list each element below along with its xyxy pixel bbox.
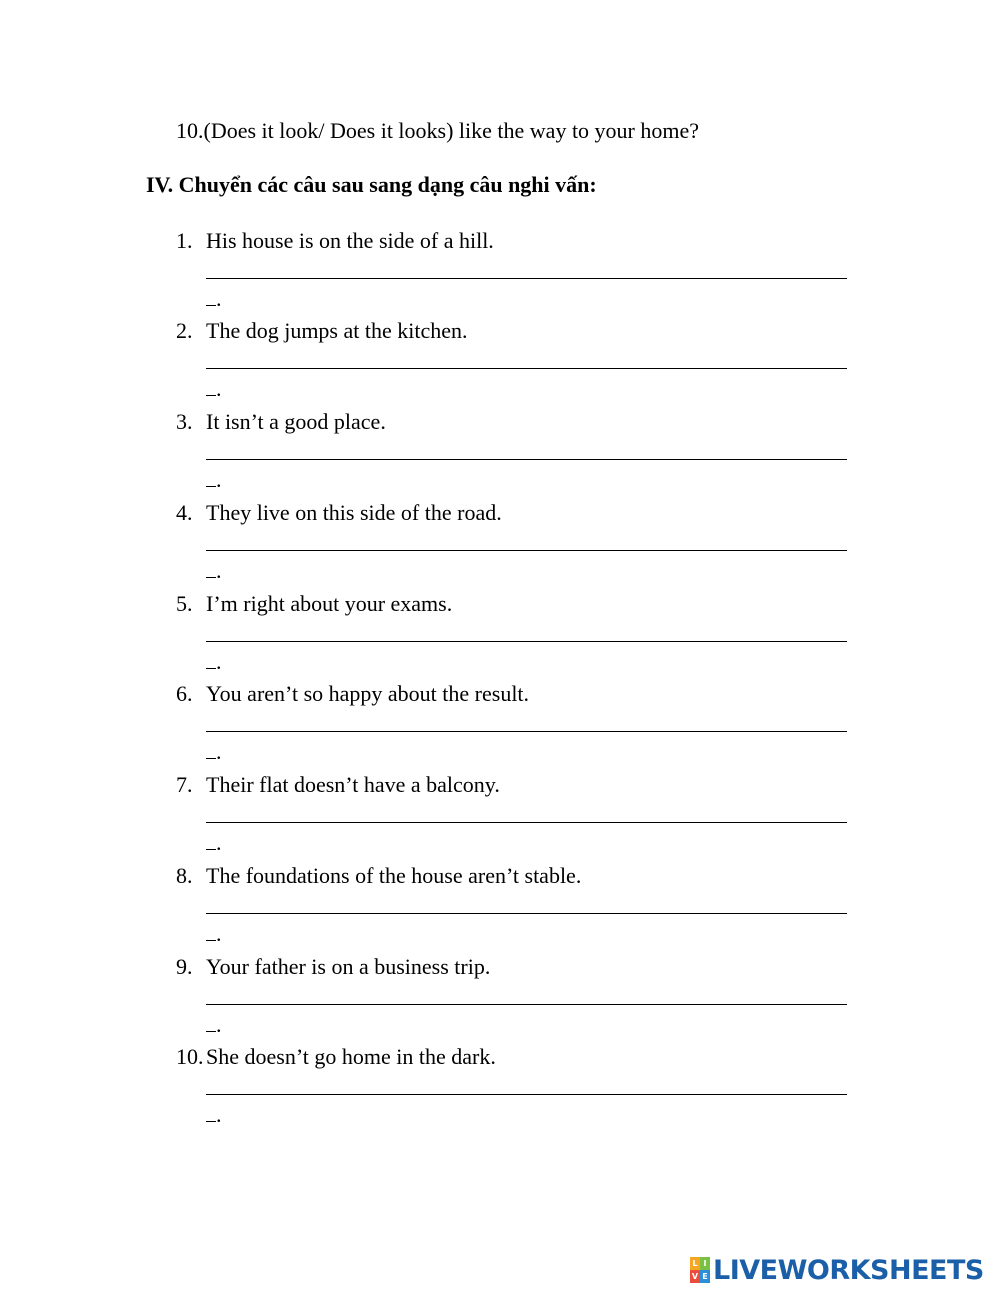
answer-line[interactable] — [206, 641, 847, 642]
answer-line[interactable] — [206, 1004, 847, 1005]
question-item — [0, 498, 1000, 589]
answer-line-end: . — [206, 919, 222, 949]
answer-line[interactable] — [206, 459, 847, 460]
previous-question-text: (Does it look/ Does it looks) like the way to your home? — [203, 118, 700, 143]
answer-line-end: . — [206, 284, 222, 314]
answer-line-end: . — [206, 828, 222, 858]
question-item — [0, 316, 1000, 407]
answer-line-end: . — [206, 556, 222, 586]
answer-line[interactable] — [206, 368, 847, 369]
question-item — [0, 589, 1000, 680]
answer-line-end: . — [206, 374, 222, 404]
question-item — [0, 1042, 1000, 1133]
question-number: 3. — [176, 409, 193, 434]
question-number: 1. — [176, 228, 193, 253]
question-text: His house is on the side of a hill. — [206, 228, 494, 253]
question-number: 10. — [176, 1044, 204, 1069]
question-text: She doesn’t go home in the dark. — [206, 1044, 496, 1069]
answer-line[interactable] — [206, 731, 847, 732]
answer-line[interactable] — [206, 550, 847, 551]
liveworksheets-logo-icon: L I V E — [690, 1257, 710, 1283]
question-text: The foundations of the house aren’t stable. — [206, 863, 582, 888]
question-text: They live on this side of the road. — [206, 500, 502, 525]
previous-question-10 — [176, 116, 699, 146]
question-text: I’m right about your exams. — [206, 591, 453, 616]
answer-line[interactable] — [206, 278, 847, 279]
answer-line[interactable] — [206, 1094, 847, 1095]
question-text: The dog jumps at the kitchen. — [206, 318, 468, 343]
question-number: 8. — [176, 863, 193, 888]
question-number: 4. — [176, 500, 193, 525]
section-title: IV. Chuyển các câu sau sang dạng câu nghi vấn: — [146, 172, 597, 197]
question-item — [0, 770, 1000, 861]
answer-line-end: . — [206, 737, 222, 767]
question-item — [0, 226, 1000, 317]
question-text: Your father is on a business trip. — [206, 954, 491, 979]
question-text: It isn’t a good place. — [206, 409, 386, 434]
answer-line-end: . — [206, 1010, 222, 1040]
question-text: You aren’t so happy about the result. — [206, 681, 530, 706]
previous-question-number: 10. — [176, 118, 204, 143]
question-number: 9. — [176, 954, 193, 979]
question-number: 7. — [176, 772, 193, 797]
answer-line-end: . — [206, 465, 222, 495]
answer-line-end: . — [206, 1100, 222, 1130]
answer-line-end: . — [206, 647, 222, 677]
question-number: 5. — [176, 591, 193, 616]
answer-line[interactable] — [206, 822, 847, 823]
answer-line[interactable] — [206, 913, 847, 914]
question-item — [0, 952, 1000, 1043]
question-item — [0, 407, 1000, 498]
question-text: Their flat doesn’t have a balcony. — [206, 772, 500, 797]
question-item — [0, 679, 1000, 770]
liveworksheets-logo[interactable] — [690, 1255, 984, 1285]
liveworksheets-logo-text: LIVEWORKSHEETS — [713, 1254, 984, 1286]
question-number: 6. — [176, 681, 193, 706]
question-item — [0, 861, 1000, 952]
question-number: 2. — [176, 318, 193, 343]
